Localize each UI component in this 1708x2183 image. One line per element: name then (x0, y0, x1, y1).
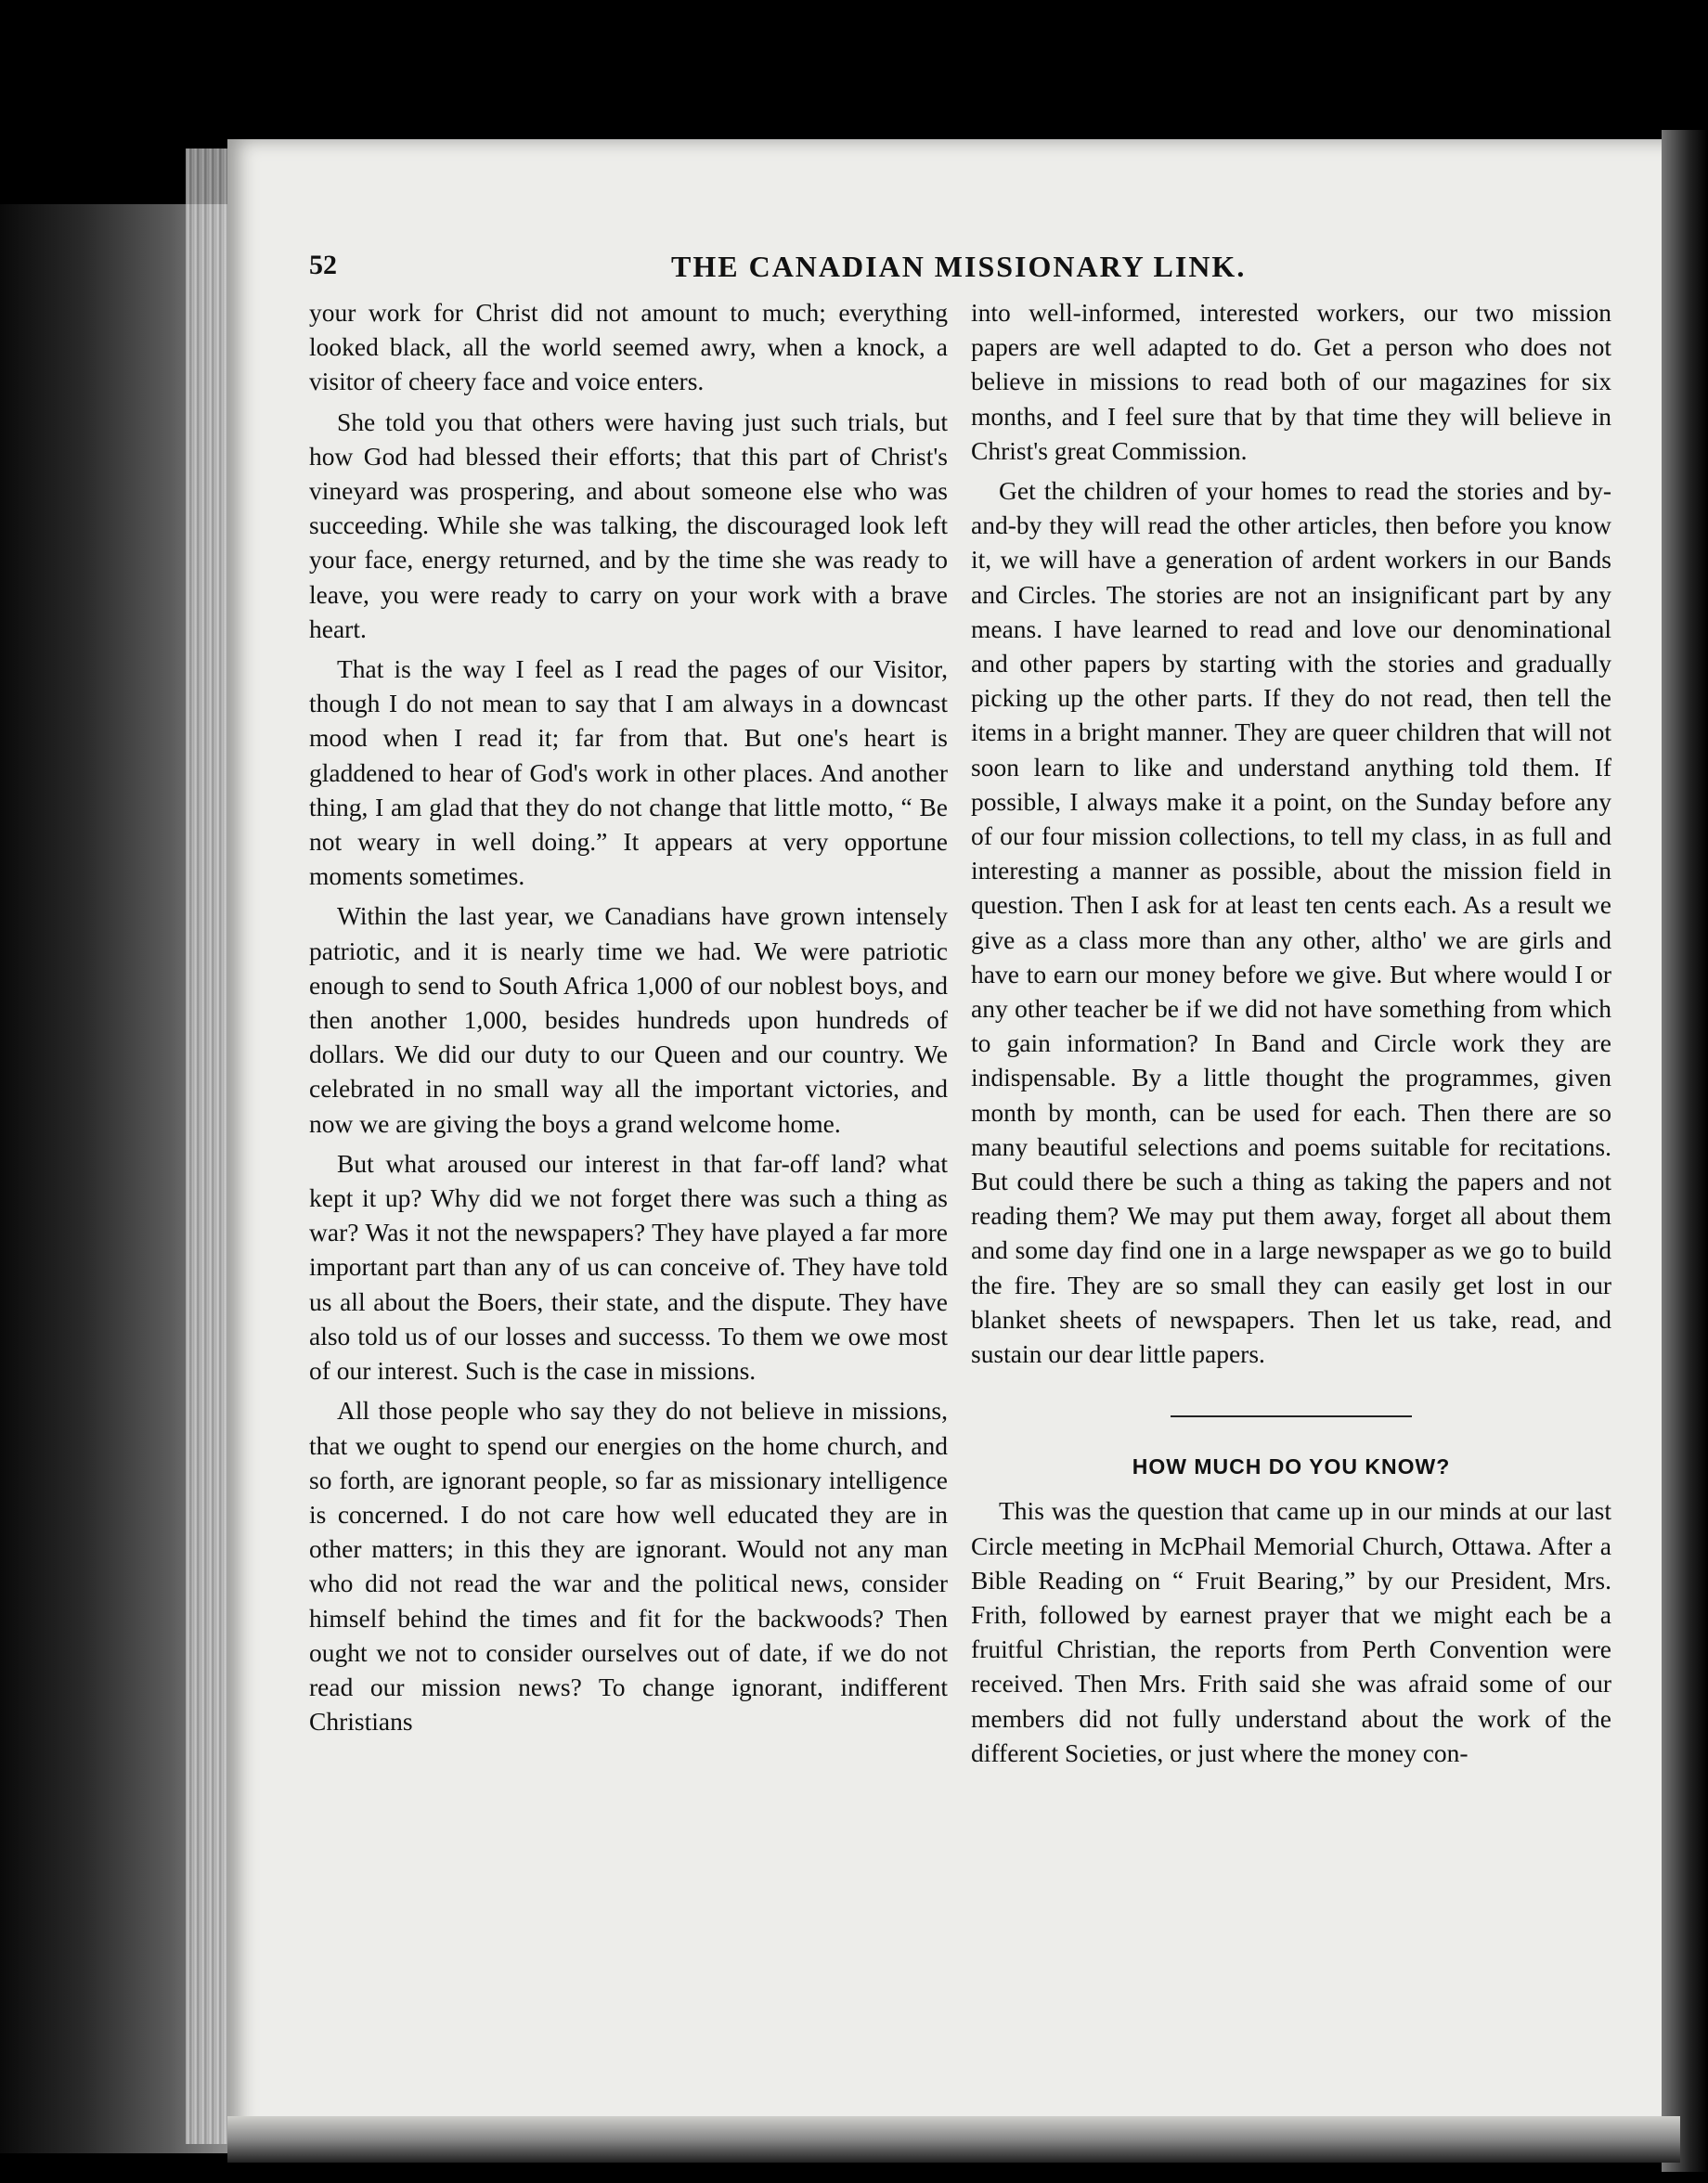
section-heading: HOW MUCH DO YOU KNOW? (1132, 1454, 1451, 1479)
paragraph: All those people who say they do not believe in missions, that we ought to spend our energies on the home church, and so forth, are ignorant people, so far as missionary intelligence is concerned. I do not care how well educated they are in other matters; in this they are ignorant. Would not any man who did not read the war and the political news, consider himself behind the times and fit for the backwoods? Then ought we not to consider ourselves out of date, if we do not read our mission news? To change ignorant, indifferent Christians (309, 1396, 948, 1737)
paragraph: Within the last year, we Canadians have grown intensely patriotic, and it is nearly time we had. We were patriotic enough to send to South Africa 1,000 of our noblest boys, and then another 1,000, besides hundreds upon hundreds of dollars. We did our duty to our Queen and our country. We celebrated in no small way all the important victories, and now we are giving the boys a grand welcome home. (309, 901, 948, 1138)
paragraph: She told you that others were having just such trials, but how God had blessed their efforts; that this part of Christ's vineyard was prospering, and about someone else who was succeeding. While she was talking, the discouraged look left your face, energy returned, and by the time she was ready to leave, you were ready to carry on your work with a brave heart. (309, 407, 948, 643)
paragraph: But what aroused our interest in that far-off land? what kept it up? Why did we not forget there was such a thing as war? Was it not the newspapers? They have played a far more important part than any of us can conceive of. They have told us all about the Boers, their state, and the dispute. They have also told us of our losses and successs. To them we owe most of our interest. Such is the case in missions. (309, 1148, 948, 1386)
left-column (309, 295, 948, 1744)
bottom-page-edge (227, 2116, 1680, 2163)
right-column (971, 295, 1611, 1776)
page-number: 52 (309, 250, 337, 280)
paragraph: your work for Christ did not amount to much; everything looked black, all the world seemed awry, when a knock, a visitor of cheery face and voice enters. (309, 298, 948, 396)
paragraph: into well-informed, interested workers, our two mission papers are well adapted to do. Get a person who does not believe in missions to read both of our magazines for six months, and I feel sure that by that time they will believe in Christ's great Commission. (971, 298, 1611, 465)
running-title: THE CANADIAN MISSIONARY LINK. (671, 250, 1247, 283)
paragraph: This was the question that came up in our minds at our last Circle meeting in McPhail Memorial Church, Ottawa. After a Bible Reading on “ Fruit Bearing,” by our President, Mrs. Frith, followed by earnest prayer that we might each be a fruitful Christian, the reports from Perth Convention were received. Then Mrs. Frith said she was afraid some of our members did not fully understand about the work of the different Societies, or just where the money con- (971, 1496, 1611, 1767)
paragraph: That is the way I feel as I read the pages of our Visitor, though I do not mean to say that I am always in a downcast mood when I read it; far from that. But one's heart is gladdened to hear of God's work in other places. And another thing, I am glad that they do not change that little motto, “ Be not weary in well doing.” It appears at very opportune moments sometimes. (309, 654, 948, 891)
right-shadow (1662, 130, 1708, 2172)
page-header (309, 246, 1609, 292)
paragraph: Get the children of your homes to read the stories and by-and-by they will read the other articles, then before you know it, we will have a generation of ardent workers in our Bands and Circles. The stories are not an insignificant part by any means. I have learned to read and love our denominational and other papers by starting with the stories and gradually picking up the other parts. If they do not read, then tell the items in a bright manner. They are queer children that will not soon learn to like and understand anything told them. If possible, I always make it a point, on the Sunday before any of our four mission collections, to tell my class, in as full and interesting a manner as possible, about the mission field in question. Then I ask for at least ten cents each. As a result we give as a class more than any other, altho' we are girls and have to earn our money before we give. But where would I or any other teacher be if we did not have something from which to gain information? In Band and Circle work they are indispensable. By a little thought the programmes, given month by month, can be used for each. Then there are so many beautiful selections and poems suitable for recitations. But could there be such a thing as taking the papers and not reading them? We may put them away, forget all about them and some day find one in a large newspaper as we go to build the fire. They are so small they can easily get lost in our blanket sheets of newspapers. Then let us take, read, and sustain our dear little papers. (971, 476, 1611, 1369)
section-divider (1171, 1415, 1412, 1417)
